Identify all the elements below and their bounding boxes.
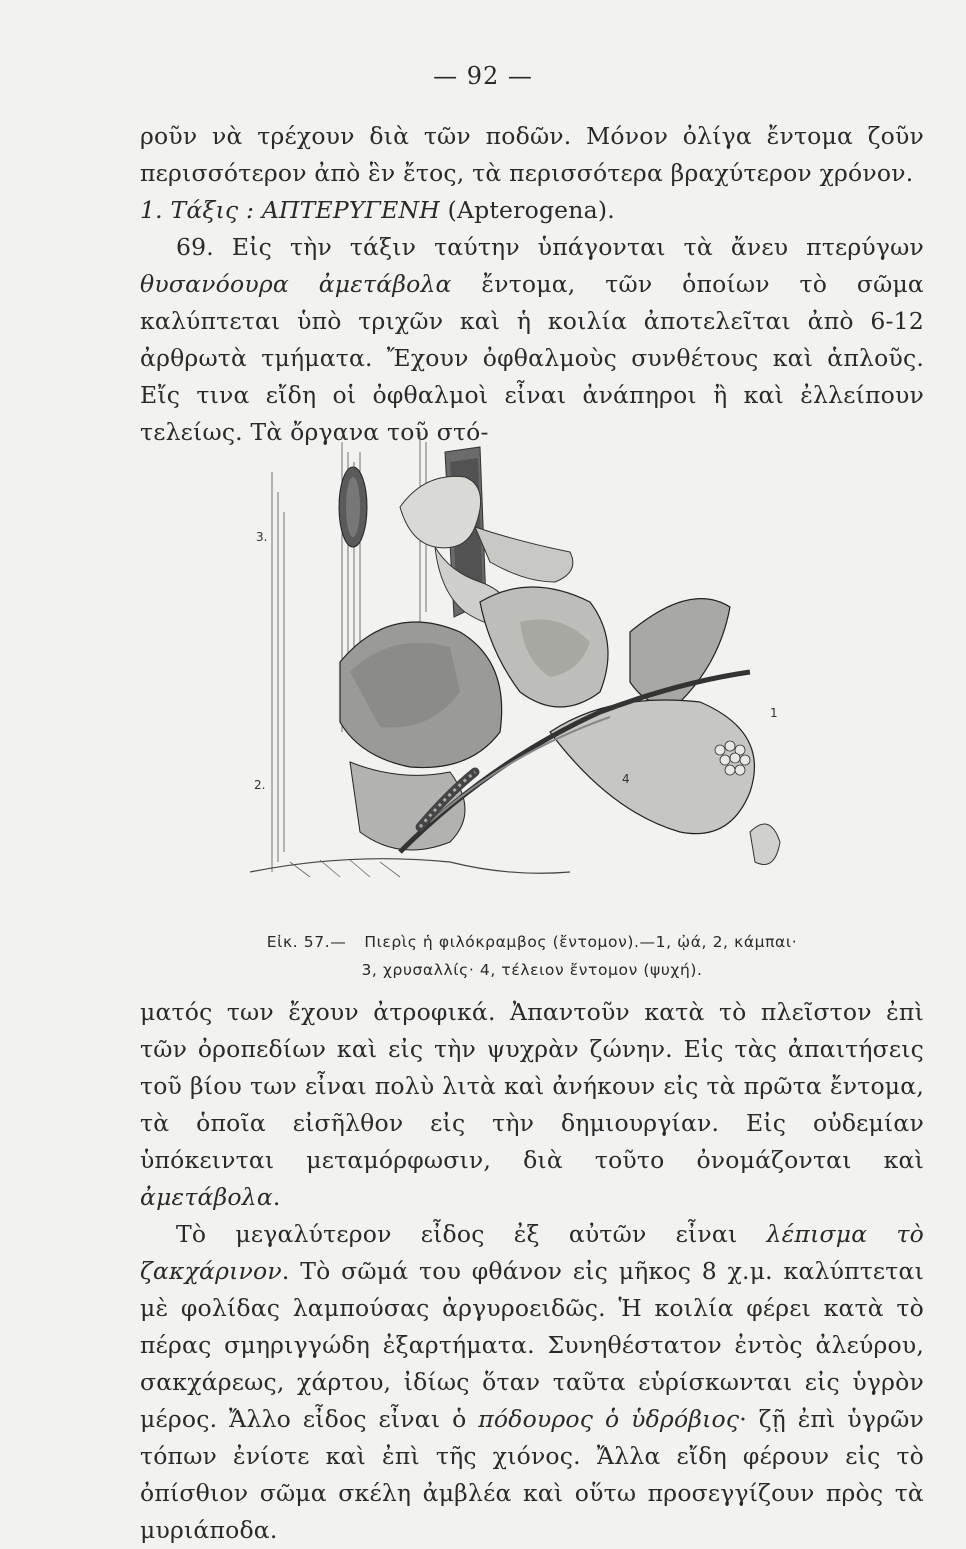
paragraph-69-lead: 69. Εἰς τὴν τάξιν ταύτην ὑπάγονται τὰ ἄνευ πτερύγων xyxy=(176,233,924,261)
figure-caption xyxy=(140,928,924,984)
paragraph-after-figure-text: ματός των ἔχουν ἀτροφικά. Ἀπαντοῦν κατὰ τὸ πλεῖστον ἐπὶ τῶν ὀροπεδίων καὶ εἰς τὴν ψυχρὰν ζώνην. Εἰς τὰς ἀπαιτήσεις τοῦ βίου των εἶναι πολὺ λιτὰ καὶ ἀνήκουν εἰς τὰ πρῶτα ἔντομα, τὰ ὁποῖα εἰσῆλθον εἰς τὴν δημιουργίαν. Εἰς οὐδεμίαν ὑπόκεινται μεταμόρφωσιν, διὰ τοῦτο ὀνομάζονται καὶ xyxy=(140,998,924,1174)
paragraph-last-e2: πόδουρος ὁ ὑδρόβιος xyxy=(478,1405,740,1433)
figure-label-4: 4 xyxy=(622,772,630,786)
section-heading-title-greek: ΑΠΤΕΡΥΓΕΝΗ xyxy=(261,196,440,224)
paragraph-after-figure-emphasis: ἀμετάβολα xyxy=(140,1183,273,1211)
caption-line-1-text: Πιερὶς ἡ φιλόκραμβος (ἔντομον).—1, ᾠά, 2, κάμπαι· xyxy=(364,933,798,951)
figure-engraving xyxy=(250,432,810,922)
figure-label-2: 2. xyxy=(254,778,266,792)
paragraph-69-emphasis: θυσανόουρα ἀμετάβολα xyxy=(140,270,452,298)
section-heading xyxy=(140,192,924,229)
paragraph-last xyxy=(140,1216,924,1549)
figure-label-1: 1 xyxy=(770,706,778,720)
page-number: — 92 — xyxy=(433,62,533,90)
caption-label: Εἰκ. 57.— xyxy=(266,933,347,951)
paragraph-after-figure xyxy=(140,994,924,1216)
section-heading-prefix: 1. Τάξις : xyxy=(140,196,262,224)
paragraph-last-t3: · ζῇ ἐπὶ ὑγρῶν τόπων ἐνίοτε καὶ ἐπὶ τῆς χιόνος. Ἄλλα εἴδη φέρουν εἰς τὸ ὀπίσθιον σῶμα σκέλη ἀμβλέα καὶ οὕτω προσεγγίζουν πρὸς τὰ μυριάποδα. xyxy=(140,1405,924,1544)
figure-pieris-illustration xyxy=(250,432,810,922)
paragraph-last-t1: Τὸ μεγαλύτερον εἶδος ἐξ αὐτῶν εἶναι xyxy=(176,1220,767,1248)
paragraph-last-e1: λέπισμα τὸ ζακχάρινον xyxy=(140,1220,924,1285)
caption-line-2: 3, χρυσαλλίς· 4, τέλειον ἔντομον (ψυχή). xyxy=(361,961,703,979)
paragraph-69 xyxy=(140,229,924,451)
top-text-block xyxy=(140,118,924,451)
paragraph-after-figure-end: . xyxy=(272,1183,281,1211)
figure-label-3: 3. xyxy=(256,530,268,544)
paragraph-69-rest: ἔντομα, τῶν ὁποίων τὸ σῶμα καλύπτεται ὑπὸ τριχῶν καὶ ἡ κοιλία ἀποτελεῖται ἀπὸ 6-12 ἀρθρωτὰ τμήματα. Ἔχουν ὀφθαλμοὺς συνθέτους καὶ ἁπλοῦς. Εἴς τινα εἴδη οἱ ὀφθαλμοὶ εἶναι ἀνάπηροι ἢ καὶ ἐλλείπουν τελείως. Τὰ ὄργανα τοῦ στό- xyxy=(140,270,924,446)
caption-line-1 xyxy=(140,928,924,956)
bottom-text-block xyxy=(140,994,924,1549)
top-paragraph: ροῦν νὰ τρέχουν διὰ τῶν ποδῶν. Μόνον ὀλίγα ἔντομα ζοῦν περισσότερον ἀπὸ ἓν ἔτος, τὰ περισσότερα βραχύτερον χρόνον. xyxy=(140,122,924,187)
section-heading-title-latin: (Apterogena). xyxy=(447,196,615,224)
paragraph-last-t2: . Τὸ σῶμά του φθάνον εἰς μῆκος 8 χ.μ. καλύπτεται μὲ φολίδας λαμπούσας ἀργυροειδῶς. Ἡ κοιλία φέρει κατὰ τὸ πέρας σμηριγγώδη ἐξαρτήματα. Συνηθέστατον ἐντὸς ἀλεύρου, σακχάρεως, χάρτου, ἰδίως ὅταν ταῦτα εὑρίσκωνται εἰς ὑγρὸν μέρος. Ἄλλο εἶδος εἶναι ὁ xyxy=(140,1257,924,1433)
